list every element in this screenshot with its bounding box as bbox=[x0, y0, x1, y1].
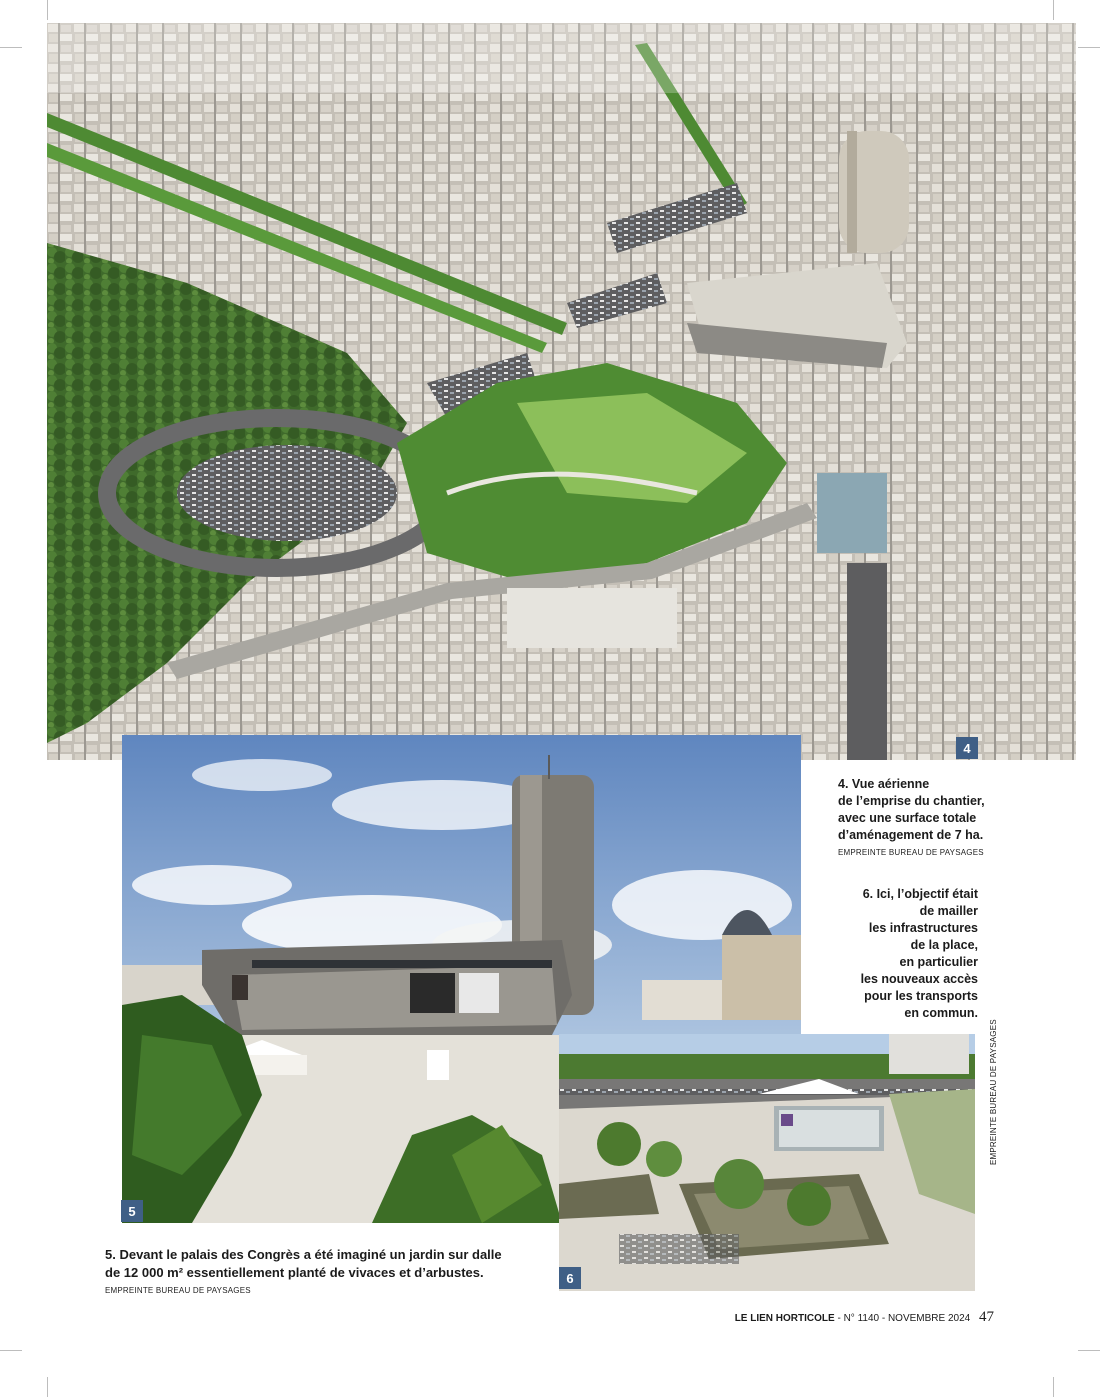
caption-line: en particulier bbox=[899, 955, 978, 969]
caption-line: de mailler bbox=[919, 904, 978, 918]
crop-mark bbox=[1078, 47, 1100, 48]
photo-6-number: 6 bbox=[559, 1267, 581, 1289]
caption-line: 4. Vue aérienne bbox=[838, 777, 930, 791]
crop-mark bbox=[1053, 1377, 1054, 1397]
aerial-photo bbox=[47, 23, 1076, 760]
caption-photo-4 bbox=[838, 776, 998, 857]
caption-line: 5. Devant le palais des Congrès a été imaginé un jardin sur dalle bbox=[105, 1247, 502, 1262]
caption-photo-6 bbox=[838, 886, 978, 1022]
photo-6-credit: EMPREINTE BUREAU DE PAYSAGES bbox=[989, 1019, 998, 1165]
crop-mark bbox=[47, 0, 48, 20]
page-footer bbox=[735, 1309, 994, 1326]
caption-line: de la place, bbox=[910, 938, 978, 952]
caption-line: de l’emprise du chantier, bbox=[838, 794, 985, 808]
caption-line: les nouveaux accès bbox=[860, 972, 978, 986]
caption-line: d’aménagement de 7 ha. bbox=[838, 828, 984, 842]
page-number: 47 bbox=[979, 1309, 994, 1325]
photo-credit: EMPREINTE BUREAU DE PAYSAGES bbox=[838, 848, 984, 857]
caption-line: avec une surface totale bbox=[838, 811, 977, 825]
crop-mark bbox=[0, 47, 22, 48]
photo-5-number: 5 bbox=[121, 1200, 143, 1222]
photo-4-number: 4 bbox=[956, 737, 978, 759]
caption-line: pour les transports bbox=[864, 989, 978, 1003]
magazine-name: LE LIEN HORTICOLE bbox=[734, 1313, 835, 1324]
caption-line: les infrastructures bbox=[868, 921, 978, 935]
photo-credit: EMPREINTE BUREAU DE PAYSAGES bbox=[105, 1286, 251, 1295]
caption-line: en commun. bbox=[904, 1006, 978, 1020]
crop-mark bbox=[1053, 0, 1054, 20]
square-photo bbox=[559, 1034, 975, 1291]
caption-line: de 12 000 m² essentiellement planté de vivaces et d’arbustes. bbox=[105, 1265, 484, 1280]
crop-mark bbox=[1078, 1350, 1100, 1351]
caption-line: 6. Ici, l’objectif était bbox=[862, 887, 978, 901]
issue-info: - N° 1140 - NOVEMBRE 2024 bbox=[834, 1313, 973, 1324]
crop-mark bbox=[47, 1377, 48, 1397]
caption-photo-5 bbox=[105, 1246, 525, 1295]
crop-mark bbox=[0, 1350, 22, 1351]
